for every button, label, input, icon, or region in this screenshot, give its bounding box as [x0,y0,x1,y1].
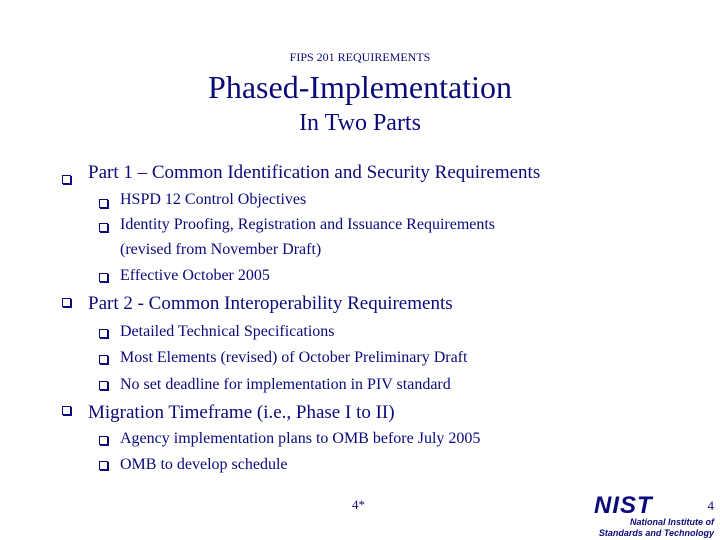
slide-title: Phased-Implementation [208,69,512,105]
section-heading-part2: Part 2 - Common Interoperability Requirements [88,293,453,314]
corner-page-number: 4 [707,498,714,513]
square-bullet-icon [99,355,108,364]
list-item: HSPD 12 Control Objectives [120,191,307,208]
square-bullet-icon [99,381,108,390]
list-item: Detailed Technical Specifications [120,323,335,340]
list-item: Effective October 2005 [120,267,270,284]
nist-logo-line1: National Institute of [630,517,714,527]
square-bullet-icon [62,175,71,184]
section-heading-part1: Part 1 – Common Identification and Security Requirements [88,162,541,183]
square-bullet-icon [62,298,71,307]
slide-eyebrow: FIPS 201 REQUIREMENTS [289,50,431,64]
list-item: Identity Proofing, Registration and Issuance Requirements [120,216,496,233]
list-item: Most Elements (revised) of October Preliminary Draft [120,349,468,366]
list-item-continuation: (revised from November Draft) [120,241,322,258]
nist-logo [540,490,720,540]
list-item: No set deadline for implementation in PIV standard [120,376,451,393]
page-number: 4* [352,497,365,512]
square-bullet-icon [99,273,108,282]
nist-logo-mark: NIST [594,492,653,519]
list-item: OMB to develop schedule [120,456,288,473]
square-bullet-icon [99,223,108,232]
slide-subtitle: In Two Parts [299,110,421,136]
nist-logo-line2: Standards and Technology [598,528,714,538]
section-heading-migration: Migration Timeframe (i.e., Phase I to II) [88,402,395,423]
square-bullet-icon [99,436,108,445]
list-item: Agency implementation plans to OMB before July 2005 [120,430,481,447]
square-bullet-icon [99,329,108,338]
square-bullet-icon [99,461,108,470]
square-bullet-icon [99,199,108,208]
square-bullet-icon [62,406,71,415]
